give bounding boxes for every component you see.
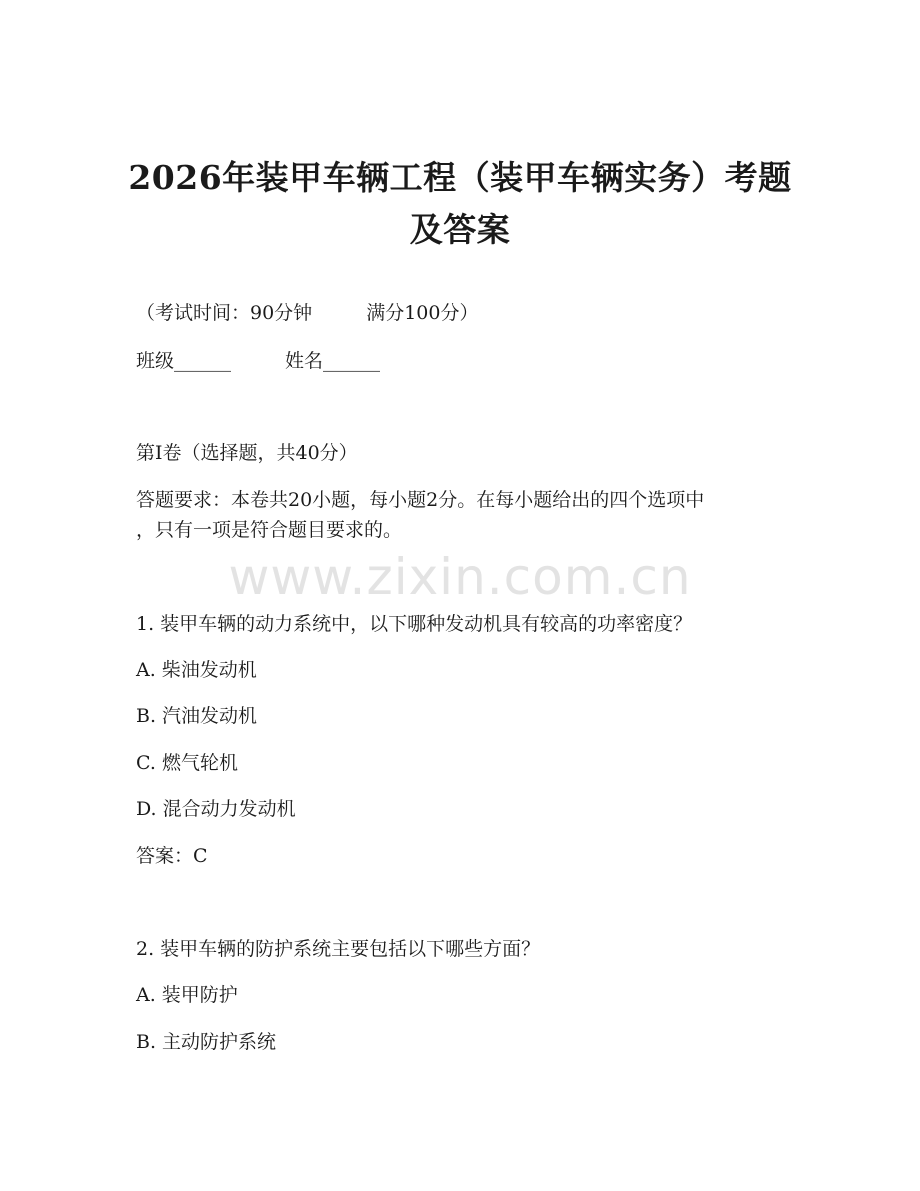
student-info: [136, 348, 380, 374]
question-1-stem: 1. 装甲车辆的动力系统中，以下哪种发动机具有较高的功率密度？: [136, 613, 693, 635]
class-field: 班级______: [136, 350, 232, 372]
question-1-option-c: C. 燃气轮机: [136, 752, 238, 774]
document-title: [0, 152, 920, 256]
section-title: 第I卷（选择题，共40分）: [136, 442, 358, 464]
name-field: 姓名______: [285, 350, 381, 372]
question-2-stem: 2. 装甲车辆的防护系统主要包括以下哪些方面？: [136, 938, 541, 960]
full-score: 满分100分）: [366, 302, 479, 324]
exam-info: [136, 300, 478, 326]
title-line-1: 2026年装甲车辆工程（装甲车辆实务）考题: [128, 158, 792, 197]
question-2-option-a: A. 装甲防护: [136, 984, 238, 1006]
question-1-option-a: A. 柴油发动机: [136, 659, 257, 681]
watermark: www.zixin.com.cn: [228, 548, 692, 606]
question-1-answer: 答案：C: [136, 845, 208, 867]
question-1-option-d: D. 混合动力发动机: [136, 798, 296, 820]
exam-time: （考试时间：90分钟: [136, 302, 313, 324]
question-2-option-b: B. 主动防护系统: [136, 1031, 277, 1053]
question-1-option-b: B. 汽油发动机: [136, 705, 258, 727]
title-line-2: 及答案: [409, 210, 511, 249]
instructions-line-2: ，只有一项是符合题目要求的。: [136, 519, 403, 541]
instructions-line-1: 答题要求：本卷共20小题，每小题2分。在每小题给出的四个选项中: [136, 489, 705, 511]
